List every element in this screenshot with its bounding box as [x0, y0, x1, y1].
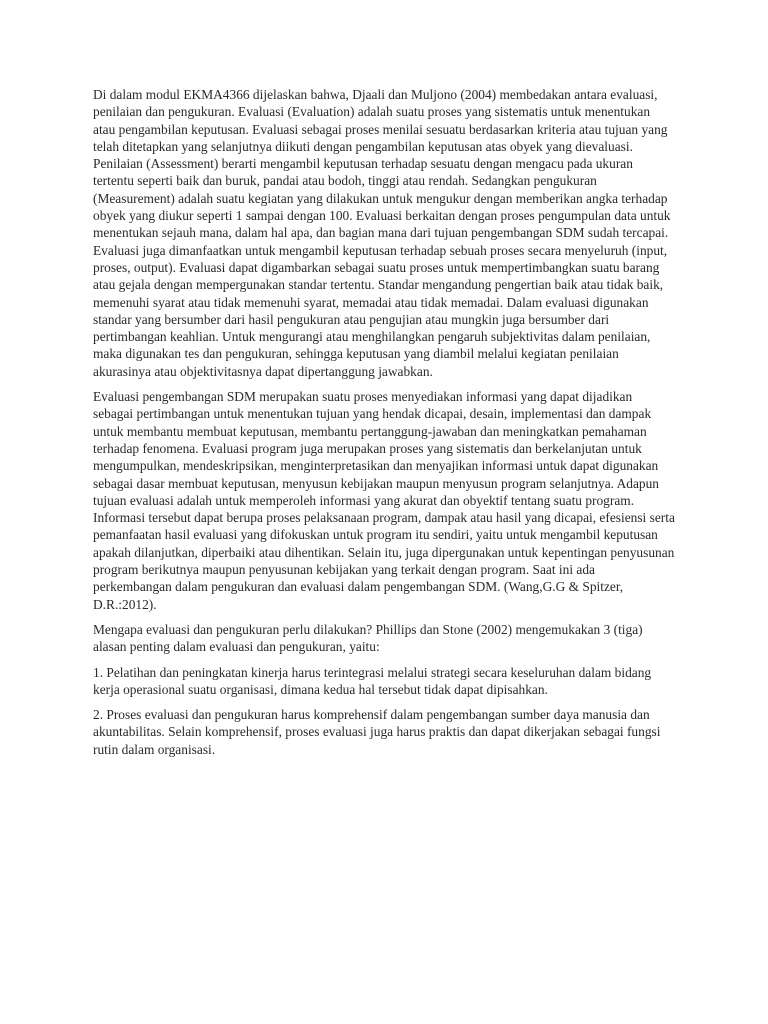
paragraph-evaluasi-pengembangan-sdm: Evaluasi pengembangan SDM merupakan suatu proses menyediakan informasi yang dapat dijadikan sebagai pertimbangan untuk menentukan tujuan yang hendak dicapai, desain, implementasi dan dampak untuk membantu membuat keputusan, membantu pertanggung-jawaban dan meningkatkan pemahaman terhadap fenomena. Evaluasi program juga merupakan proses yang sistematis dan berkelanjutan untuk mengumpulkan, mendeskripsikan, menginterpretasikan dan menyajikan informasi untuk dapat digunakan sebagai dasar membuat keputusan, menyusun kebijakan maupun menyusun program selanjutnya. Adapun tujuan evaluasi adalah untuk memperoleh informasi yang akurat dan obyektif tentang suatu program. Informasi tersebut dapat berupa proses pelaksanaan program, dampak atau hasil yang dicapai, efesiensi serta pemanfaatan hasil evaluasi yang difokuskan untuk program itu sendiri, yaitu untuk mengambil keputusan apakah dilanjutkan, diperbaiki atau dihentikan. Selain itu, juga dipergunakan untuk kepentingan penyusunan program berikutnya maupun penyusunan kebijakan yang terkait dengan program. Saat ini ada perkembangan dalam pengukuran dan evaluasi dalam pengembangan SDM. (Wang,G.G & Spitzer, D.R.:2012). — [93, 389, 675, 612]
list-item-1: 1. Pelatihan dan peningkatan kinerja harus terintegrasi melalui strategi secara keseluruhan dalam bidang kerja operasional suatu organisasi, dimana kedua hal tersebut tidak dapat dipisahkan. — [93, 664, 652, 697]
document-page — [93, 86, 675, 766]
paragraph-evaluasi-definisi: Di dalam modul EKMA4366 dijelaskan bahwa, Djaali dan Muljono (2004) membedakan antara evaluasi, penilaian dan pengukuran. Evaluasi (Evaluation) adalah suatu proses yang sistematis untuk menentukan atau pengambilan keputusan. Evaluasi sebagai proses menilai sesuatu berdasarkan kriteria atau tujuan yang telah ditetapkan yang selanjutnya diikuti dengan pengambilan keputusan atas obyek yang dievaluasi. Penilaian (Assessment) berarti mengambil keputusan terhadap sesuatu dengan mengacu pada ukuran tertentu seperti baik dan buruk, pandai atau bodoh, tinggi atau rendah. Sedangkan pengukuran (Measurement) adalah suatu kegiatan yang dilakukan untuk mengukur dengan memberikan angka terhadap obyek yang diukur seperti 1 sampai dengan 100. Evaluasi berkaitan dengan proses pengumpulan data untuk menentukan sejauh mana, dalam hal apa, dan bagian mana dari tujuan pengembangan SDM sudah tercapai. Evaluasi juga dimanfaatkan untuk mengambil keputusan terhadap sebuah proses secara menyeluruh (input, proses, output). Evaluasi dapat digambarkan sebagai suatu proses untuk mempertimbangkan suatu barang atau gejala dengan mempergunakan standar tertentu. Standar mengandung pengertian baik atau tidak baik, memenuhi syarat atau tidak memenuhi syarat, memadai atau tidak memadai. Dalam evaluasi digunakan standar yang bersumber dari hasil pengukuran atau pengujian atau mungkin juga bersumber dari pertimbangan keahlian. Untuk mengurangi atau menghilangkan pengaruh subjektivitas dalam penilaian, maka digunakan tes dan pengukuran, sehingga keputusan yang diambil melalui kegiatan penilaian akurasinya atau objektivitasnya dapat dipertanggung jawabkan. — [93, 87, 671, 379]
paragraph-alasan-evaluasi: Mengapa evaluasi dan pengukuran perlu dilakukan? Phillips dan Stone (2002) mengemukakan 3 (tiga) alasan penting dalam evaluasi dan pengukuran, yaitu: — [93, 621, 643, 655]
list-item-2: 2. Proses evaluasi dan pengukuran harus komprehensif dalam pengembangan sumber daya manusia dan akuntabilitas. Selain komprehensif, proses evaluasi juga harus praktis dan dapat dikerjakan sebagai fungsi rutin dalam organisasi. — [93, 707, 661, 757]
